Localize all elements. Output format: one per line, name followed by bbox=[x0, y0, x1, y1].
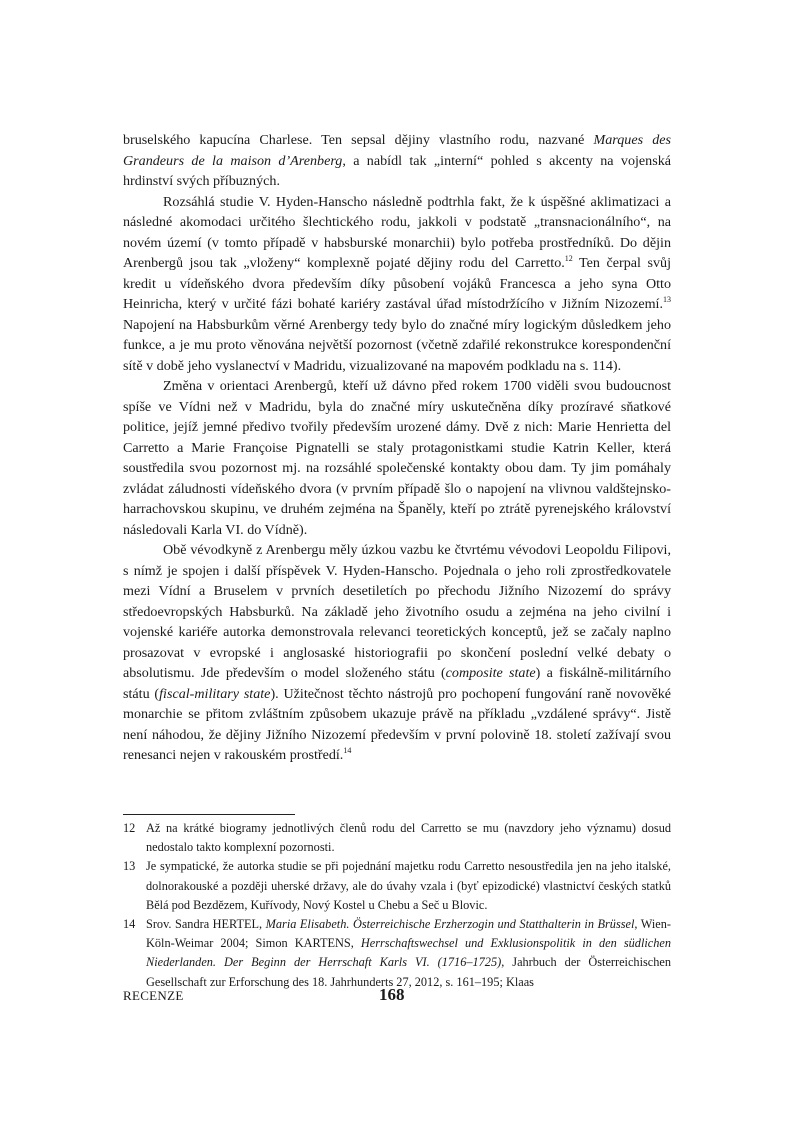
text-run: bruselského kapucína Charlese. Ten sepsal dějiny vlastního rodu, nazvané bbox=[123, 132, 594, 148]
footnote-number: 12 bbox=[123, 821, 136, 835]
italic-text: composite state bbox=[445, 665, 536, 681]
text-run: , a nabídl tak „interní“ pohled s akcenty na vojenská hrdinství svých příbuzných. bbox=[123, 152, 671, 189]
footnote-reference: 14 bbox=[343, 746, 352, 755]
paragraph bbox=[123, 130, 671, 192]
text-run: Ten čerpal svůj kredit u vídeňského dvora především díky působení vojáků Francesca a jeho syna Otto Heinricha, který v určité fázi bohaté kariéry zastával úřad místodržícího v Jižním Nizozemí. bbox=[123, 255, 671, 312]
footnote-text bbox=[146, 819, 671, 857]
text-run: ). Užitečnost těchto nástrojů pro pochopení fungování raně novověké monarchie se přitom zvláštním způsobem ukazuje právě na příkladu „vzdálené správy“. Jistě není náhodou, že dějiny Jižního Nizozemí především v první polovině 18. století zažívají svou renesanci nejen v rakouském prostředí. bbox=[123, 685, 672, 763]
italic-text: fiscal-military state bbox=[159, 685, 271, 702]
text-run: Až na krátké biogramy jednotlivých členů rodu del Carretto se mu (navzdory jeho významu) dosud nedostalo takto komplexní pozornosti. bbox=[146, 821, 671, 855]
paragraph bbox=[123, 192, 671, 377]
paragraph bbox=[123, 376, 671, 540]
text-run: Obě vévodkyně z Arenbergu měly úzkou vazbu ke čtvrtému vévodovi Leopoldu Filipovi, s nímž je spojen i další příspěvek V. Hyden-Hanscho. Pojednala o jeho roli zprostředkovatele mezi Vídní a Bruselem v prvních desetiletích po přechodu Jižního Nizozemí do správy středoevropských Habsburků. Na základě jeho životního osudu a zejména na jeho civilní i vojenské kariéře autorka demonstrovala relevanci teoretických konceptů, jež se začaly naplno prosazovat v evropské i anglosaské historiografii po skončení poslední velké debaty o absolutismu. Jde především o model složeného státu ( bbox=[123, 542, 671, 681]
footnote bbox=[123, 857, 671, 915]
footnotes bbox=[123, 819, 671, 992]
page-number: 168 bbox=[379, 985, 405, 1004]
text-run: , Jahrbuch der Österreichischen Gesellschaft zur Erforschung des 18. Jahrhunderts 27, 2012, s. 161–195; Klaas bbox=[146, 955, 671, 989]
italic-text: Herrschaftswechsel und Exklusionspolitik in den südlichen Niederlanden. Der Beginn der Herrschaft Karls VI. (1716–1725) bbox=[146, 936, 671, 970]
text-run: Napojení na Habsburkům věrné Arenbergy tedy bylo do značné míry logickým důsledkem jeho funkce, a je mu proto věnována největší pozornost (včetně zdařilé rekonstrukce korespondenční sítě v době jeho vyslanectví v Madridu, vizualizované na mapovém podkladu na s. 114). bbox=[123, 316, 671, 374]
text-run: , Wien-Köln-Weimar 2004; Simon KARTENS, bbox=[146, 917, 671, 951]
footnote bbox=[123, 819, 671, 857]
footnote-number: 13 bbox=[123, 859, 136, 874]
text-run: ) a fiskálně-militárního státu ( bbox=[123, 665, 671, 702]
text-run: Změna v orientaci Arenbergů, kteří už dávno před rokem 1700 viděli svou budoucnost spíše ve Vídni než v Madridu, byla do značné míry uskutečněna díky prozíravé sňatkové politice, jejíž jemné předivo tvořily především urozené dámy. Dvě z nich: Marie Henrietta del Carretto a Marie Françoise Pignatelli se staly protagonistkami studie Katrin Keller, která soustředila svou pozornost mj. na rozsáhlé společenské kontakty obou dam. Ty jim pomáhaly zvládat záludnosti vídeňského dvora (v prvním případě šlo o napojení na vlivnou valdštejnsko-harrachovskou skupinu, ve druhém zejména na Španěly, kteří po ztrátě pyrenejského království následovali Karla VI. do Vídně). bbox=[123, 378, 671, 538]
italic-text: Maria Elisabeth. Österreichische Erzherzogin und Statthalterin in Brüssel bbox=[265, 917, 635, 932]
footnote-reference: 12 bbox=[564, 254, 573, 263]
running-footer-section: RECENZE bbox=[123, 988, 184, 1003]
text-run: Srov. Sandra HERTEL, bbox=[146, 917, 266, 932]
text-run: Je sympatické, že autorka studie se při pojednání majetku rodu Carretto nesoustředila jen na jeho italské, dolnorakouské a později uherské državy, ale do úvahy vzala i (byť epizodické) vlastnictví českých statků Bělá pod Bezdězem, Kuřívody, Nový Kostel u Chebu a Seč u Blovic. bbox=[146, 859, 671, 912]
footnote-number: 14 bbox=[123, 917, 136, 932]
article-body bbox=[123, 130, 671, 766]
footnote-text bbox=[146, 857, 671, 915]
footnote-reference: 13 bbox=[663, 295, 671, 304]
footnote bbox=[123, 915, 671, 992]
paragraph bbox=[123, 540, 671, 766]
footnote-text bbox=[146, 915, 671, 992]
text-run: Rozsáhlá studie V. Hyden-Hanscho následně podtrhla fakt, že k úspěšné aklimatizaci a následné akomodaci určitého šlechtického rodu, jakkoli v podstatě „transnacionálního“, na novém území (v tomto případě v habsburské monarchii) bylo potřeba prostředníků. Do dějin Arenbergů jsou tak „vloženy“ komplexně pojaté dějiny rodu del Carretto. bbox=[123, 193, 671, 271]
italic-text: Marques des Grandeurs de la maison d’Arenberg bbox=[123, 132, 671, 169]
footnote-separator bbox=[123, 814, 295, 815]
